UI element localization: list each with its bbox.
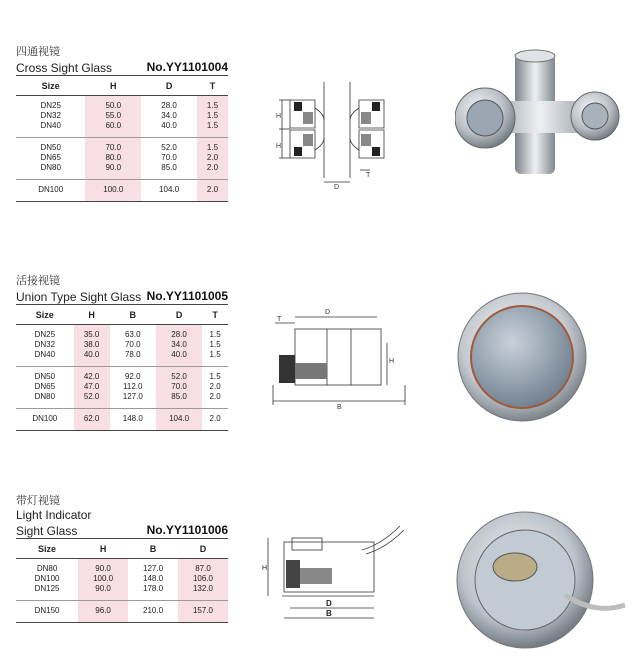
section-title-en: Union Type Sight Glass: [16, 290, 142, 304]
value-cell: 87.0: [178, 564, 228, 574]
size-cell: DN32: [40, 111, 61, 120]
size-cell: DN80: [40, 163, 61, 172]
light-indicator-drawing: [262, 520, 412, 625]
dim-label: D: [326, 599, 332, 608]
value-cell: 85.0: [161, 163, 177, 172]
dim-label: D: [325, 309, 331, 316]
value-cell: 50.0: [85, 101, 141, 111]
column-header: B: [110, 305, 156, 325]
size-cell: DN50: [40, 143, 61, 152]
value-cell: 63.0: [124, 330, 141, 339]
value-cell: 92.0: [124, 372, 141, 381]
column-header: B: [128, 539, 178, 559]
column-header: H: [85, 76, 141, 96]
column-header: Size: [16, 539, 78, 559]
value-cell: 80.0: [85, 153, 141, 163]
spec-table: [16, 538, 228, 623]
table-row: [16, 574, 228, 584]
value-cell: 28.0: [156, 330, 202, 340]
value-cell: 104.0: [159, 185, 180, 194]
value-cell: 148.0: [143, 574, 164, 583]
section-title-en: Light Indicator: [16, 508, 92, 522]
value-cell: 178.0: [143, 584, 164, 593]
size-cell: DN80: [36, 564, 58, 573]
spec-table: [16, 304, 228, 431]
value-cell: 2.0: [197, 163, 228, 173]
size-cell: DN65: [34, 382, 56, 391]
value-cell: 40.0: [161, 121, 177, 130]
value-cell: 90.0: [85, 163, 141, 173]
union-sight-glass-drawing: [265, 305, 415, 410]
table-row: [16, 382, 228, 392]
value-cell: 70.0: [156, 382, 202, 392]
cross-sight-glass-drawing: [270, 78, 400, 193]
value-cell: 1.5: [197, 101, 228, 111]
size-cell: DN150: [34, 606, 60, 615]
value-cell: 90.0: [78, 564, 128, 574]
cross-sight-glass-section: [16, 46, 228, 202]
table-row: [16, 340, 228, 350]
column-header: D: [178, 539, 228, 559]
value-cell: 127.0: [122, 392, 143, 401]
section-title-cn: 带灯视镜: [16, 495, 60, 507]
table-row: [16, 101, 228, 111]
light-indicator-section: [16, 495, 228, 623]
value-cell: 40.0: [74, 350, 110, 360]
value-cell: 34.0: [156, 340, 202, 350]
value-cell: 1.5: [197, 121, 228, 131]
size-cell: DN100: [32, 414, 58, 423]
value-cell: 2.0: [209, 414, 221, 423]
value-cell: 2.0: [209, 382, 221, 391]
value-cell: 2.0: [209, 392, 221, 401]
product-code: No.YY1101005: [146, 289, 228, 303]
table-row: [16, 143, 228, 153]
value-cell: 2.0: [197, 185, 228, 195]
size-cell: DN80: [34, 392, 56, 401]
section-title-en: Cross Sight Glass: [16, 61, 113, 75]
dim-label: H: [276, 143, 282, 150]
table-row: [16, 584, 228, 594]
column-header: D: [141, 76, 197, 96]
value-cell: 52.0: [156, 372, 202, 382]
union-sight-glass-photo: [455, 290, 590, 425]
table-row: [16, 163, 228, 173]
dim-label: B: [326, 609, 332, 618]
dim-label: T: [366, 172, 371, 179]
table-row: [16, 564, 228, 574]
value-cell: 85.0: [156, 392, 202, 402]
table-row: [16, 392, 228, 402]
value-cell: 157.0: [178, 606, 228, 616]
column-header: T: [202, 305, 228, 325]
value-cell: 1.5: [209, 350, 221, 359]
union-sight-glass-section: [16, 275, 228, 431]
dim-label: H: [276, 113, 282, 120]
size-cell: DN100: [38, 185, 64, 194]
section-title-en-line2: Sight Glass: [16, 524, 78, 538]
table-row: [16, 185, 228, 195]
value-cell: 47.0: [74, 382, 110, 392]
dim-label: H: [262, 565, 268, 572]
table-row: [16, 350, 228, 360]
value-cell: 78.0: [124, 350, 141, 359]
value-cell: 34.0: [161, 111, 177, 120]
value-cell: 1.5: [209, 372, 221, 381]
value-cell: 52.0: [74, 392, 110, 402]
column-header: D: [156, 305, 202, 325]
section-title-cn: 活接视镜: [16, 275, 60, 287]
value-cell: 62.0: [74, 414, 110, 424]
cross-sight-glass-photo: [455, 46, 625, 186]
value-cell: 2.0: [197, 153, 228, 163]
value-cell: 40.0: [156, 350, 202, 360]
value-cell: 96.0: [78, 606, 128, 616]
table-row: [16, 606, 228, 616]
dim-label: H: [389, 358, 395, 365]
table-row: [16, 121, 228, 131]
product-code: No.YY1101004: [146, 60, 228, 74]
size-cell: DN32: [34, 340, 56, 349]
value-cell: 1.5: [209, 340, 221, 349]
size-cell: DN100: [34, 574, 60, 583]
size-cell: DN125: [34, 584, 60, 593]
column-header: Size: [16, 305, 74, 325]
value-cell: 100.0: [78, 574, 128, 584]
value-cell: 104.0: [156, 414, 202, 424]
dim-label: B: [337, 404, 342, 410]
value-cell: 1.5: [197, 143, 228, 153]
size-cell: DN40: [34, 350, 56, 359]
value-cell: 148.0: [122, 414, 143, 423]
size-cell: DN25: [40, 101, 61, 110]
value-cell: 90.0: [78, 584, 128, 594]
value-cell: 100.0: [85, 185, 141, 195]
column-header: H: [74, 305, 110, 325]
table-row: [16, 330, 228, 340]
table-row: [16, 111, 228, 121]
value-cell: 55.0: [85, 111, 141, 121]
size-cell: DN40: [40, 121, 61, 130]
light-indicator-photo: [455, 505, 630, 655]
value-cell: 60.0: [85, 121, 141, 131]
size-cell: DN25: [34, 330, 56, 339]
value-cell: 70.0: [161, 153, 177, 162]
value-cell: 132.0: [178, 584, 228, 594]
product-code: No.YY1101006: [146, 523, 228, 537]
value-cell: 52.0: [161, 143, 177, 152]
value-cell: 1.5: [209, 330, 221, 339]
value-cell: 127.0: [143, 564, 164, 573]
value-cell: 210.0: [143, 606, 164, 615]
size-cell: DN50: [34, 372, 56, 381]
table-row: [16, 372, 228, 382]
value-cell: 70.0: [85, 143, 141, 153]
value-cell: 70.0: [124, 340, 141, 349]
column-header: H: [78, 539, 128, 559]
size-cell: DN65: [40, 153, 61, 162]
value-cell: 112.0: [123, 382, 143, 391]
value-cell: 42.0: [74, 372, 110, 382]
table-row: [16, 153, 228, 163]
section-title-cn: 四通视镜: [16, 46, 60, 58]
value-cell: 106.0: [178, 574, 228, 584]
value-cell: 35.0: [74, 330, 110, 340]
dim-label: D: [334, 184, 340, 191]
column-header: T: [197, 76, 228, 96]
value-cell: 1.5: [197, 111, 228, 121]
value-cell: 38.0: [74, 340, 110, 350]
value-cell: 28.0: [161, 101, 177, 110]
spec-table: [16, 75, 228, 202]
dim-label: T: [277, 316, 282, 323]
table-row: [16, 414, 228, 424]
column-header: Size: [16, 76, 85, 96]
